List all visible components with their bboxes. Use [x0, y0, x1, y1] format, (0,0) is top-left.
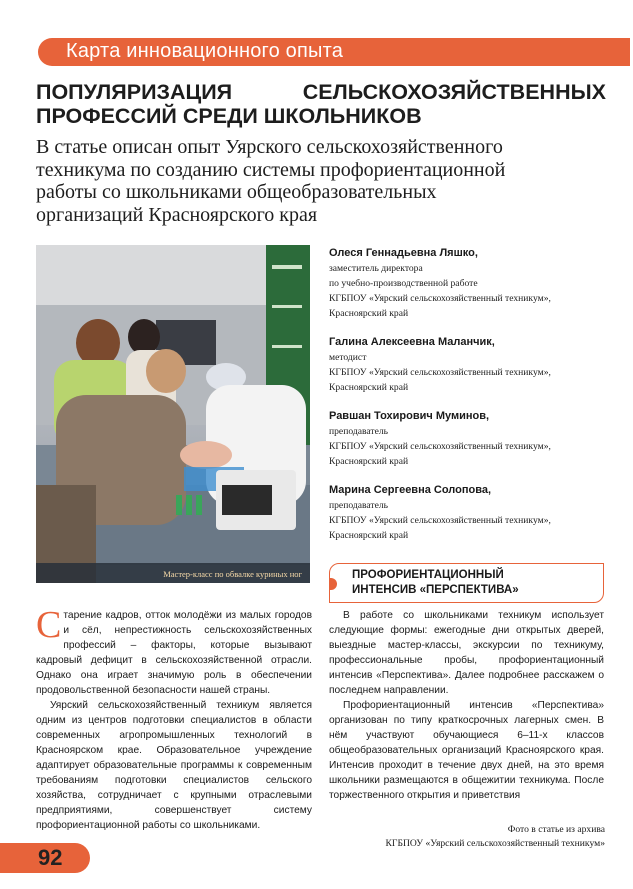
paragraph: Уярский сельскохозяйственный техникум является одним из центров подготовки специалистов в области современных агропромышленных технологий в Красноярском крае. Образовательное учреждение адаптирует образовательные программы к современным требованиям подготовки специалистов сельского хозяйства, сотрудничает с крупными отраслевыми предприятиями, совершенствует систему профориентационной работы со школьниками. — [36, 700, 312, 831]
author-name: Равшан Тохирович Муминов, — [329, 410, 490, 422]
paragraph: Профориентационный интенсив «Перспектива» организован по типу краткосрочных лагерных смен. В нём участвуют обучающиеся 6–11-х классов общеобразовательных организаций Красноярского края. Интенсив проходит в течение двух дней, на это время школьники размещаются в общежитии техникума. После торжественного открытия и приветствия — [329, 700, 604, 801]
author-organization: КГБПОУ «Уярский сельскохозяйственный техникум», — [329, 293, 551, 304]
author-position: по учебно-производственной работе — [329, 278, 478, 289]
article-headline — [36, 80, 606, 128]
article-photo — [36, 245, 310, 583]
author-organization: КГБПОУ «Уярский сельскохозяйственный техникум», — [329, 515, 551, 526]
photo-credit-line: КГБПОУ «Уярский сельскохозяйственный техникум» — [385, 838, 605, 849]
author-position: методист — [329, 352, 367, 363]
author-name: Марина Сергеевна Солопова, — [329, 484, 491, 496]
author-region: Красноярский край — [329, 530, 409, 541]
headline-word-1: ПОПУЛЯРИЗАЦИЯ — [36, 80, 233, 104]
author-position: преподаватель — [329, 500, 389, 511]
headline-word-2: СЕЛЬСКОХОЗЯЙСТВЕННЫХ — [302, 80, 606, 104]
author-position: заместитель директора — [329, 263, 423, 274]
right-column-text — [329, 608, 604, 803]
photo-credit-line: Фото в статье из архива — [507, 824, 605, 835]
section-label: Карта инновационного опыта — [66, 40, 344, 62]
subhead-line: работы со школьниками общеобразовательных — [36, 181, 437, 203]
subsection-heading — [329, 563, 604, 603]
author-block — [329, 483, 629, 543]
page-number-badge — [0, 843, 90, 873]
author-organization: КГБПОУ «Уярский сельскохозяйственный техникум», — [329, 441, 551, 452]
author-region: Красноярский край — [329, 382, 409, 393]
author-block — [329, 246, 629, 321]
author-name: Олеся Геннадьевна Ляшко, — [329, 247, 478, 259]
left-column-text — [36, 604, 312, 833]
page-number: 92 — [38, 845, 63, 870]
photo-caption: Мастер-класс по обвалке куриных ног — [163, 569, 302, 579]
author-list — [329, 246, 629, 557]
subhead-line: организаций Красноярского края — [36, 203, 318, 226]
author-block — [329, 409, 629, 469]
paragraph-text: тарение кадров, отток молодёжи из малых городов и сёл, непрестижность сельскохозяйственных профессий – факторы, которые вызывают кадровый дефицит в сельскохозяйственной отрасли. Однако она играет значимую роль в обеспечении продовольственной безопасности нашей страны. — [36, 610, 312, 696]
author-name: Галина Алексеевна Маланчик, — [329, 336, 495, 348]
subsection-heading-line: ИНТЕНСИВ «ПЕРСПЕКТИВА» — [352, 584, 519, 596]
heading-marker — [329, 578, 337, 590]
author-block — [329, 335, 629, 395]
headline-line-2: ПРОФЕССИЙ СРЕДИ ШКОЛЬНИКОВ — [36, 104, 422, 128]
subhead-line: В статье описан опыт Уярского сельскохозяйственного — [36, 136, 503, 158]
photo-credit — [386, 823, 606, 851]
photo-illustration — [36, 245, 310, 583]
author-region: Красноярский край — [329, 456, 409, 467]
author-position: преподаватель — [329, 426, 389, 437]
author-region: Красноярский край — [329, 308, 409, 319]
article-subhead — [36, 136, 616, 226]
paragraph: В работе со школьниками техникум использует следующие формы: ежегодные дни открытых дверей, выездные мастер-классы, экскурсии по техникуму, профессиональные пробы, профориентационный интенсив «Перспектива». Далее подробнее расскажем о последнем направлении. — [329, 610, 604, 696]
subsection-heading-line: ПРОФОРИЕНТАЦИОННЫЙ — [352, 569, 504, 581]
author-organization: КГБПОУ «Уярский сельскохозяйственный техникум», — [329, 367, 551, 378]
section-banner — [38, 38, 630, 66]
paragraph — [36, 604, 312, 698]
subhead-line: техникума по созданию системы профориентационной — [36, 158, 506, 181]
drop-cap: С — [36, 604, 62, 646]
